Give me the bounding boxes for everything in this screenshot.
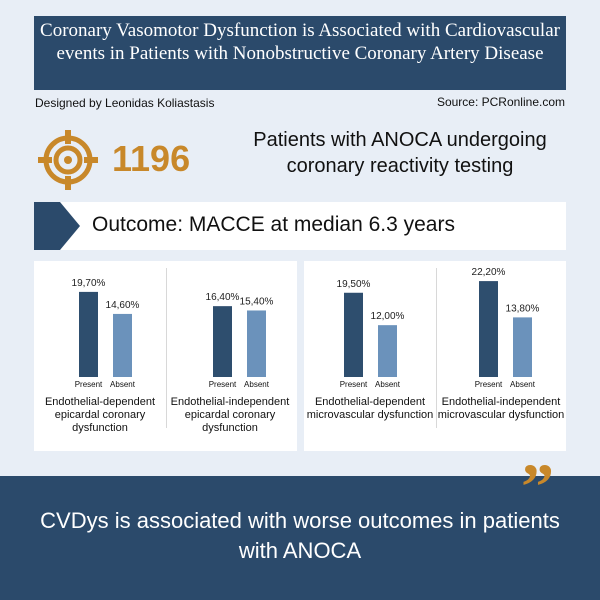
- chart-caption: Endothelial-independent epicardal coronary dysfunction: [170, 396, 290, 434]
- data-label: 15,40%: [239, 296, 274, 308]
- page-title: Coronary Vasomotor Dysfunction is Associated with Cardiovascular events in Patients with Nonobstructive Coronary Artery Disease: [34, 16, 566, 90]
- patient-count: 1196: [112, 138, 191, 179]
- category-label: Present: [339, 380, 368, 389]
- category-label: Present: [208, 380, 237, 389]
- chart-caption: Endothelial-dependent microvascular dysfunction: [306, 396, 434, 421]
- source-label: Source: PCRonline.com: [436, 95, 565, 109]
- data-label: 19,50%: [336, 278, 371, 290]
- chart-caption: Endothelial-independent microvascular dysfunction: [437, 396, 565, 421]
- data-label: 12,00%: [370, 311, 405, 323]
- arrow-icon: [34, 202, 80, 250]
- microvascular-panel: [304, 261, 566, 451]
- category-label: Absent: [375, 380, 400, 389]
- data-label: 13,80%: [505, 303, 540, 315]
- target-icon: [36, 128, 100, 192]
- category-label: Absent: [510, 380, 535, 389]
- outcome-label: Outcome: MACCE at median 6.3 years: [92, 213, 455, 236]
- data-label: 19,70%: [71, 277, 106, 289]
- conclusion-text: CVDys is associated with worse outcomes in patients with ANOCA: [40, 508, 560, 563]
- category-label: Present: [74, 380, 103, 389]
- category-label: Present: [474, 380, 503, 389]
- quote-icon: ”: [521, 451, 554, 524]
- data-label: 16,40%: [205, 292, 240, 304]
- designer-credit: Designed by Leonidas Koliastasis: [35, 96, 215, 110]
- data-label: 14,60%: [105, 299, 140, 311]
- data-label: 22,20%: [471, 267, 506, 279]
- intro-text: Patients with ANOCA undergoing coronary reactivity testing: [253, 129, 547, 177]
- category-label: Absent: [244, 380, 269, 389]
- category-label: Absent: [110, 380, 135, 389]
- chart-caption: Endothelial-dependent epicardal coronary dysfunction: [44, 396, 156, 434]
